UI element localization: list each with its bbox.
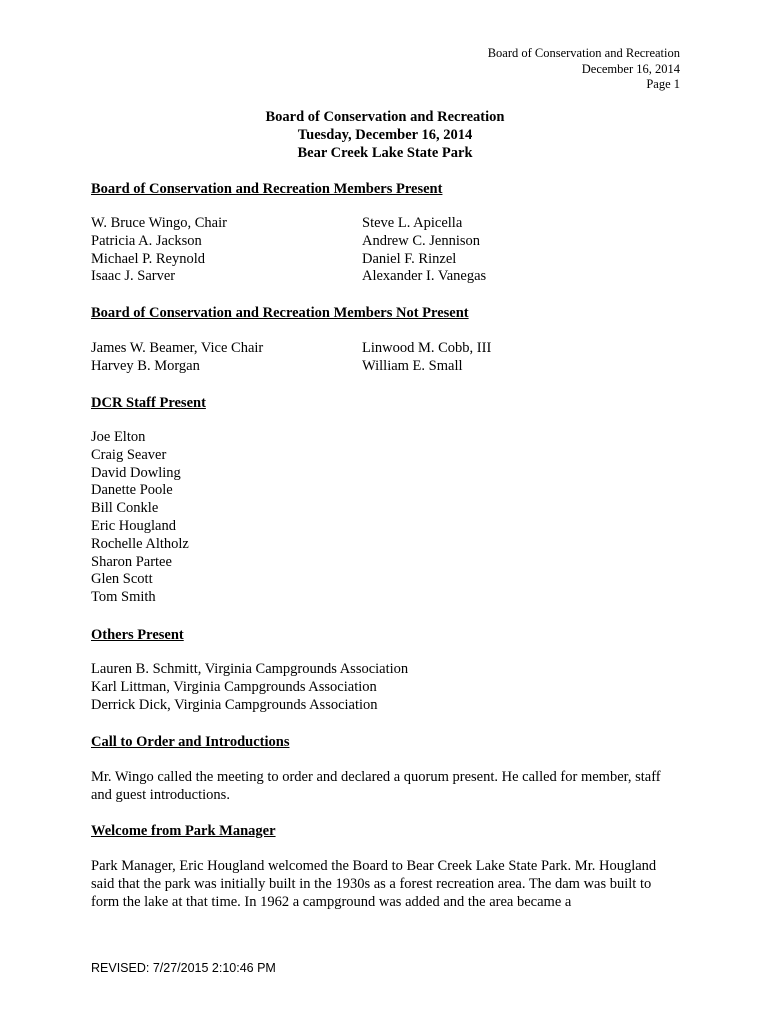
member-name: Michael P. Reynold (91, 250, 205, 267)
staff-name: Craig Seaver (91, 446, 167, 463)
guest-name: Karl Littman, Virginia Campgrounds Association (91, 678, 377, 695)
header-page-number: Page 1 (646, 77, 680, 91)
members-present-left-column (91, 215, 227, 286)
members-present-heading: Board of Conservation and Recreation Members Present (91, 181, 443, 197)
staff-name: Eric Hougland (91, 517, 176, 534)
call-to-order-heading: Call to Order and Introductions (91, 734, 290, 750)
staff-name: Glen Scott (91, 571, 153, 588)
staff-name: Tom Smith (91, 589, 156, 606)
others-list (91, 661, 408, 714)
member-name: Linwood M. Cobb, III (362, 340, 492, 356)
staff-name: Sharon Partee (91, 553, 172, 570)
members-not-present-left-column (91, 340, 263, 376)
guest-name: Lauren B. Schmitt, Virginia Campgrounds Association (91, 661, 409, 677)
staff-name: Rochelle Altholz (91, 535, 189, 552)
staff-present-heading: DCR Staff Present (91, 395, 206, 411)
welcome-heading: Welcome from Park Manager (91, 823, 276, 839)
staff-name: Bill Conkle (91, 500, 159, 517)
members-not-present-heading: Board of Conservation and Recreation Members Not Present (91, 305, 469, 321)
title-location: Bear Creek Lake State Park (297, 145, 473, 161)
welcome-paragraph: Park Manager, Eric Hougland welcomed the Board to Bear Creek Lake State Park. Mr. Hougland said that the park was initially built in the 1930s as a forest recreation area. The dam was built to form the lake at that time. In 1962 a campground was added and the area became a (91, 858, 657, 910)
staff-list (91, 429, 189, 607)
header-date: December 16, 2014 (581, 61, 680, 76)
staff-name: David Dowling (91, 464, 181, 481)
document-title (0, 108, 770, 162)
member-name: Andrew C. Jennison (362, 232, 481, 249)
staff-name: Joe Elton (91, 429, 146, 445)
member-name: Daniel F. Rinzel (362, 250, 457, 267)
running-header (488, 46, 680, 93)
member-name: Isaac J. Sarver (91, 268, 176, 285)
title-date: Tuesday, December 16, 2014 (297, 127, 473, 143)
others-present-heading: Others Present (91, 627, 184, 643)
members-not-present-right-column (362, 340, 491, 376)
member-name: James W. Beamer, Vice Chair (91, 340, 264, 356)
title-board: Board of Conservation and Recreation (265, 109, 505, 125)
header-board-name: Board of Conservation and Recreation (487, 46, 680, 60)
member-name: Harvey B. Morgan (91, 357, 200, 374)
staff-name: Danette Poole (91, 482, 173, 499)
member-name: W. Bruce Wingo, Chair (91, 215, 227, 231)
member-name: William E. Small (362, 357, 463, 374)
member-name: Patricia A. Jackson (91, 232, 202, 249)
member-name: Alexander I. Vanegas (362, 268, 487, 285)
revision-footer: REVISED: 7/27/2015 2:10:46 PM (91, 961, 276, 975)
members-present-right-column (362, 215, 486, 286)
member-name: Steve L. Apicella (362, 215, 463, 231)
guest-name: Derrick Dick, Virginia Campgrounds Association (91, 696, 378, 713)
call-to-order-paragraph: Mr. Wingo called the meeting to order and declared a quorum present. He called for member, staff and guest introductions. (91, 769, 661, 803)
